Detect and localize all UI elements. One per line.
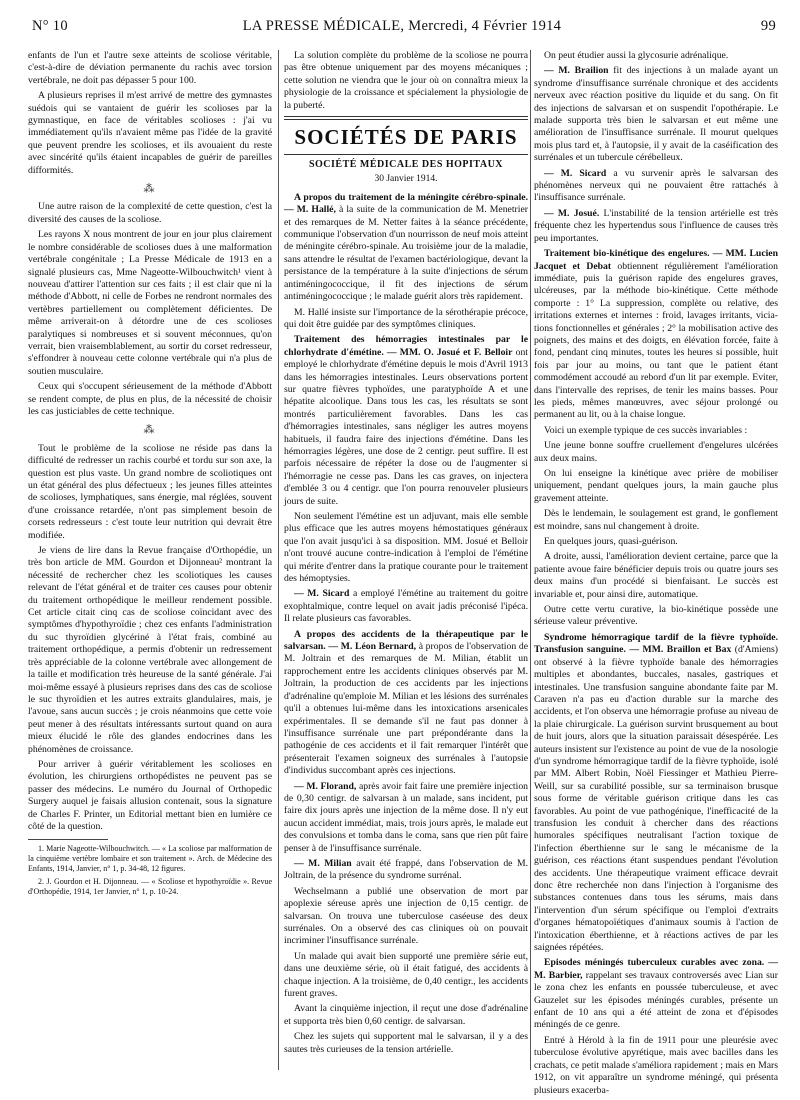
paragraph: Wechselmann a publié une observation de mort par apoplexie séreuse après une injection de 0,15 centigr. de salvarsan. On trouva une tuberculose caséeuse des deux surrénales. On a observé des cas cliniques où on pouvait incriminer l'insuffisance surrénale. xyxy=(284,885,528,947)
section-rule xyxy=(284,154,528,155)
section-separator: ⁂ xyxy=(143,183,157,196)
paragraph: A plusieurs reprises il m'est arrivé de mettre des gymnastes suédois qui se vantaient de guérir les scolioses par la gymnastique, en face de véritables scolioses : j'ai vu immédiatement qu'ils n'avaient même pas l'idée de la gravité que peuvent prendre les scolioses, et ils avouaient du reste avec sincérité qu'ils étaient incapables de guérir de pareilles difformités. xyxy=(28,90,272,176)
paragraph xyxy=(534,957,778,1031)
paragraph: Un malade qui avait bien supporté une première série eut, dans une deuxième série, où il était fatigué, des accidents à chaque injection. A la troisième, de 0,40 centigr., les accidents furent graves. xyxy=(284,950,528,1000)
paragraph: Ceux qui s'occupent sérieusement de la méthode d'Abbott se rendent compte, de plus en plus, de la nécessité de choisir les cas justiciables de cette technique. xyxy=(28,381,272,417)
section-separator: ⁂ xyxy=(143,424,157,437)
paragraph: Non seulement l'émétine est un adjuvant, mais elle semble plus efficace que les autres moyens hémostatiques généraux que l'on avait jusqu'ici à sa disposition. MM. Josué et Belloir n'ont trouvé aucune contre-indication à l'emploi de l'émétine qui mérite d'entrer dans la pratique courante pour le traitement des hémoptysies. xyxy=(284,511,528,585)
article-text: fit des injections à un malade ayant un syndrome d'insuffisance surrénale chronique et des accidents nerveux avec réaction positive du liquide et du sang. On fit des injections de salvarsan et on suspendit l'opothérapie. Le malade supporta très bien le salvarsan et eut même une amélioration de l'insuffisance surrénale. Il mourut quelques mois plus tard et, à l'autopsie, il y avait de la caséification des surrénales et un tubercule cérébelleux. xyxy=(534,65,779,164)
footnote-rule xyxy=(28,839,108,840)
article-heading: A propos des accidents de la thérapeutique par le salvarsan. — M. Léon Bernard, xyxy=(284,628,528,653)
column-3 xyxy=(534,50,778,1100)
paragraph: On lui enseigne la kinétique avec prière de mobiliser uniquement, pendant quelques jours, la main gauche plus gravement atteinte. xyxy=(534,468,778,504)
article-heading: — M. Brailion xyxy=(544,65,609,77)
journal-page xyxy=(28,12,779,1096)
paragraph: enfants de l'un et l'autre sexe atteints de scoliose véritable, c'est-à-dire de déviation permanente du rachis avec torsion vertébrale, ne doit pas dépasser 5 pour 100. xyxy=(28,50,272,86)
paragraph: En quelques jours, quasi-guérison. xyxy=(544,536,678,548)
paragraph: Je viens de lire dans la Revue française d'Orthopédie, un très bon article de MM. Gourdon et Dijonneau² montrant la nécessité de rechercher chez les scoliotiques les causes relevant de l'état général et de traiter ces causes pour obtenir du traitement orthopédique le meilleur rendement possible. Cet article citait cinq cas de scoliose coïncidant avec des symptômes d'hypothyroïdie ; chez ces enfants l'administration du suc thyroïdien glycériné à l'état frais, combiné au traitement orthopédique, a permis d'obtenir un redressement très appréciable de la colonne vertébrale avec allongement de la taille et modification très heureuse de la santé générale. J'ai moi-même essayé à plusieurs reprises dans des cas de scoliose le suc thyroïdien et les autres extraits glandulaires, mais, je l'avoue, sans aucun succès ; je crois néanmoins que cette voie peut mener à des résultats intéressants surtout quand on aura mieux élucidé le rôle des glandes endocrines dans les phénomènes de croissance. xyxy=(28,545,272,755)
page-number-left: N° 10 xyxy=(32,18,68,34)
article-heading: — M. Josué. xyxy=(544,207,600,219)
column-2 xyxy=(284,50,528,1059)
article-text: ont employé le chlorhydrate d'émétine depuis le mois d'Avril 1913 dans les hémorragies intestinales. Leurs observations portent sur quatre fièvres typhoïdes, une paratyphoïde A et une hépatite alcoolique. Dans tous les cas, les résultats se sont montrés particulièrement favorables. Dans les cas d'hémorragies intestinales, sans négliger les autres moyens habituels, il faudra faire des injections d'émétine. Dans les hémorragies légères, une dose de 2 centigr. peut suffire. Il est parfois nécessaire de répéter la dose ou de l'augmenter si l'hémorragie ne cesse pas. Dans les cas graves, on injectera d'emblée 3 ou 4 centigr. que l'on pourra renouveler plusieurs jours de suite. xyxy=(284,346,528,507)
paragraph: Pour arriver à guérir véritablement les scolioses en évolution, les chirurgiens orthopédistes ne peuvent pas se passer des médecins. Le numéro du Journal of Orthopedic Surgery auquel je faisais allusion contenait, sous la signature de Charles F. Printer, un Editorial mettant bien en lumière ce côté de la question. xyxy=(28,758,272,832)
paragraph xyxy=(534,65,778,164)
article-text: L'instabilité de la tension artérielle est très fréquente chez les hypertendus sous l'influence de causes très peu importantes. xyxy=(534,207,779,244)
column-divider xyxy=(278,50,279,1070)
paragraph xyxy=(534,248,778,422)
column-divider xyxy=(530,50,531,1070)
paragraph: A droite, aussi, l'amélioration devient certaine, parce que la patiente avoue faire bénéficier depuis trois ou quatre jours ses deux mains d'un procédé si bienfaisant. Le succès est invariable et, pour ainsi dire, automatique. xyxy=(534,551,778,600)
society-name: SOCIÉTÉ MÉDICALE DES HOPITAUX xyxy=(308,159,504,171)
article-heading: — M. Sicard xyxy=(544,167,607,179)
article-heading: Syndrome hémorragique tardif de la fièvre typhoïde. Transfusion sanguine. — MM. Braillon et Bax xyxy=(534,631,778,656)
paragraph: La solution complète du problème de la scoliose ne pourra pas être obtenue uniquement par des moyens mécaniques ; cette solution ne viendra que le jour où on connaîtra mieux la physiologie de la croissance et spécialement la physiologie de la puberté. xyxy=(284,50,528,111)
paragraph xyxy=(284,858,528,883)
article-text: (d'Amiens) ont observé à la fièvre typhoïde banale des hémorragies multiples et abondantes, buccales, nasales, gastriques et intestinales. Une transfusion sanguine abondante faite par M. Caraven n'a pas eu d'action durable sur la marche des accidents, et l'on observa une hémorragie profuse au niveau de la plaie chirurgicale. La guérison survint brusquement au bout de huit jours, alors que la situation paraissait désespérée. Les auteurs insistent sur l'existence au point de vue de la nosologie d'un syndrome hémorragique tardif de la fièvre typhoïde, isolé par MM. Albert Robin, Noël Fiessinger et Mathieu Pierre-Weill, sur sa curabilité possible, sur sa terminaison brusque sous forme de véritable guérison critique dans les cas favorables. Au point de vue pathogénique, l'inefficacité de la transfusion les conduit à chercher dans des réactions humorales spécifiques neutralisant l'action toxique de l'infection éberthienne sur le sang le mécanisme de la guérison, ces réactions étant suspendues pendant l'évolution des accidents. Une thérapeutique vraiment efficace devrait donc être recherchée non dans l'injection à l'organisme des substances contenues dans tous les sérums, mais dans l'intervention d'un sérum spécifique ou l'emploi d'extraits d'organes hématopoïétiques d'animaux soumis à l'action de l'intoxication éberthienne, et à réactions actives de par les saignées répétées. xyxy=(534,644,778,954)
paragraph xyxy=(284,334,528,508)
paragraph: Les rayons X nous montrent de jour en jour plus clairement le nombre considérable de scolioses dues à une malformation vertébrale congénitale ; La Presse Médicale de 1913 en a signalé plusieurs cas, Mme Nageotte-Wilbouchwitch¹ vient à nouveau d'attirer l'attention sur ces faits ; il est clair que ni la méthode d'Abbott, ni celle de Forbes ne rendront normales des vertèbres partiellement ou complètement déficientes. De même arriverait-on à détordre une de ces scolioses paralytiques si nombreuses et si souvent méconnues, qu'on verrait, bien vraisemblablement, au sortir du corset redresseur, s'effondrer à nouveau cette colonne vertébrale qui n'a plus de soutien musculaire. xyxy=(28,229,272,377)
article-heading: — M. Milian xyxy=(294,857,352,869)
footnote: 2. J. Gourdon et H. Dijonneau. — « Scoliose et hypothyroïdie ». Revue d'Orthopédie, 1914, 1er Janvier, n° 1, p. 10-24. xyxy=(28,877,272,897)
article-heading: — M. Sicard xyxy=(294,588,350,600)
article-text: a vu survenir après le salvarsan des phénomènes nerveux qui ne pouvaient être rattachés à l'insuffisance surrénale. xyxy=(534,167,778,204)
section-rule xyxy=(284,116,528,120)
paragraph xyxy=(534,168,778,205)
paragraph xyxy=(284,629,528,778)
article-heading: — M. Florand, xyxy=(294,780,357,792)
paragraph xyxy=(284,192,528,304)
paragraph: Outre cette vertu curative, la bio-kinétique possède une sérieuse valeur préventive. xyxy=(534,604,778,628)
session-date: 30 Janvier 1914. xyxy=(374,174,438,185)
article-text: à propos de l'observation de M. Joltrain et des remarques de M. Milian, établit un rapprochement entre les accidents cliniques observés par M. Joltrain, la production de ces accidents par les injections d'adrénaline qu'emploie M. Milian et les lésions des surrénales qu'il a obtenues lui-même dans les intoxications arsenicales expérimentales. Il se demande s'il ne faut pas donner à l'insuffisance surrénale une part prépondérante dans la pathogénie de ces accidents et il fait remarquer l'intérêt que présenterait l'examen soigneux des surrénales à l'autopsie d'individus succombant après ces injections. xyxy=(284,641,528,777)
footnote: 1. Marie Nageotte-Wilbouchwitch. — « La scoliose par malformation de la cinquième vertèbre lombaire et son traitement ». Arch. de Médecine des Enfants, 1914, Janvier, n° 1, p. 34-48, 12 figures. xyxy=(28,844,272,874)
paragraph: Dès le lendemain, le soulagement est grand, le gonflement est moindre, sans nul changement à droite. xyxy=(534,508,778,532)
column-1 xyxy=(28,50,272,900)
paragraph: Avant la cinquième injection, il reçut une dose d'adrénaline et supporta très bien 0,60 centigr. de salvarsan. xyxy=(284,1003,528,1027)
article-text: à la suite de la communication de M. Menetrier et des remarques de M. Netter faites à la séance précédente, communique l'observation d'un nourrisson de neuf mois atteint de méningite cérébro-spinale. Au troisième jour de la maladie, sans attendre le résultat de l'examen bactériologique, devant la persistance de la température à la suite d'injections de sérum antiméningococcique, il fit des injections de sérum antiméningococcique ; le malade guérit alors très rapidement. xyxy=(284,204,528,303)
paragraph: Chez les sujets qui supportent mal le salvarsan, il y a des sautes très curieuses de la tension artérielle. xyxy=(284,1031,528,1055)
paragraph: Entré à Hérold à la fin de 1911 pour une pleurésie avec tuberculose évolutive apyrétique, mais avec bacilles dans les crachats, ce petit malade s'améliora rapidement ; mais en Mars 1912, on vit apparaître un syndrome méningé, qui présenta plusieurs exacerba- xyxy=(534,1034,778,1096)
paragraph: Tout le problème de la scoliose ne réside pas dans la difficulté de redresser un rachis courbé et tordu sur son axe, la question est plus vaste. Un grand nombre de scoliotiques ont un état général des plus défectueux ; les jeunes filles atteintes de scolioses, lymphatiques, sans énergie, mal réglées, souvent d'une croissance retardée, n'ont pas simplement besoin de corsets redresseurs : c'est toute leur nutrition qui devrait être modifiée. xyxy=(28,442,272,541)
paragraph xyxy=(284,781,528,855)
paragraph xyxy=(284,588,528,625)
paragraph: Une jeune bonne souffre cruellement d'engelures ulcérées aux deux mains. xyxy=(534,440,778,464)
article-text: avait été frappé, dans l'observation de M. Joltrain, de la présence du syndrome surrénal. xyxy=(284,857,529,882)
paragraph xyxy=(534,208,778,245)
article-text: rappelant ses travaux controversés avec Lian sur le zona chez les enfants en poussée tuberculeuse, et avec Gauzelet sur les épisodes méningés curables, présente un enfant de 10 ans qui a été atteint de zona et d'épisodes méningés de ce genre. xyxy=(534,969,778,1031)
article-text: après avoir fait faire une première injection de 0,30 centigr. de salvarsan à un malade, sans incident, put faire dix jours après une injection de la même dose. Il n'y eut aucun accident immédiat, mais, trois jours après, le malade eut des convulsions et tomba dans le coma, sans que rien pût faire penser à de l'insuffisance surrénale. xyxy=(284,780,529,854)
paragraph: Une autre raison de la complexité de cette question, c'est la diversité des causes de la scoliose. xyxy=(28,201,272,225)
article-text: obtiennent régulièrement l'amélioration immédiate, puis la guérison rapide des engelures graves, ulcéreuses, par la méthode bio-kinétique. Cette méthode comporte : 1° La suppression, complète ou relative, des irritations externes et internes : froid, lavages irritants, vicia-tions fonctionnelles et générales ; 2° la mobilisation active des poignets, des mains et des doigts, en élévation forcée, faite à fond, pendant cinq minutes, toutes les heures si possible, huit fois par jour au moins, ou tant que le patient étant commodément accoudé au rebord d'un lit par exemple. Eviter, dans l'intervalle des reprises, de tenir les mains basses. Pour les pieds, mêmes manœuvres, avec séjour prolongé ou permanent au lit, ou à la chaise longue. xyxy=(534,260,778,421)
journal-title: LA PRESSE MÉDICALE, Mercredi, 4 Février 1914 xyxy=(242,18,562,34)
paragraph: Voici un exemple typique de ces succès invariables : xyxy=(544,424,748,436)
paragraph xyxy=(534,632,778,955)
article-heading: Episodes méningés tuberculeux curables avec zona. — M. Barbier, xyxy=(534,957,778,981)
paragraph: On peut étudier aussi la glycosurie adrénalique. xyxy=(544,50,729,61)
article-heading: Traitement des hémorragies intestinales par le chlorhydrate d'émétine. — MM. O. Josué et F. Belloir xyxy=(284,334,528,358)
paragraph: M. Hallé insiste sur l'importance de la sérothérapie précoce, qui doit être guidée par des symptômes cliniques. xyxy=(284,306,528,330)
article-heading: A propos du traitement de la méningite cérébro-spinale. — M. Hallé, xyxy=(284,191,528,216)
page-header xyxy=(28,12,776,42)
article-heading: Traitement bio-kinétique des engelures. — MM. Lucien Jacquet et Debat xyxy=(534,248,778,272)
page-number-right: 99 xyxy=(760,18,776,34)
article-text: a employé l'émétine au traitement du goitre exophtalmique, contre lequel on avait jadis préconisé l'ipéca. Il relate plusieurs cas favorables. xyxy=(284,588,528,625)
section-title: SOCIÉTÉS DE PARIS xyxy=(294,125,518,150)
